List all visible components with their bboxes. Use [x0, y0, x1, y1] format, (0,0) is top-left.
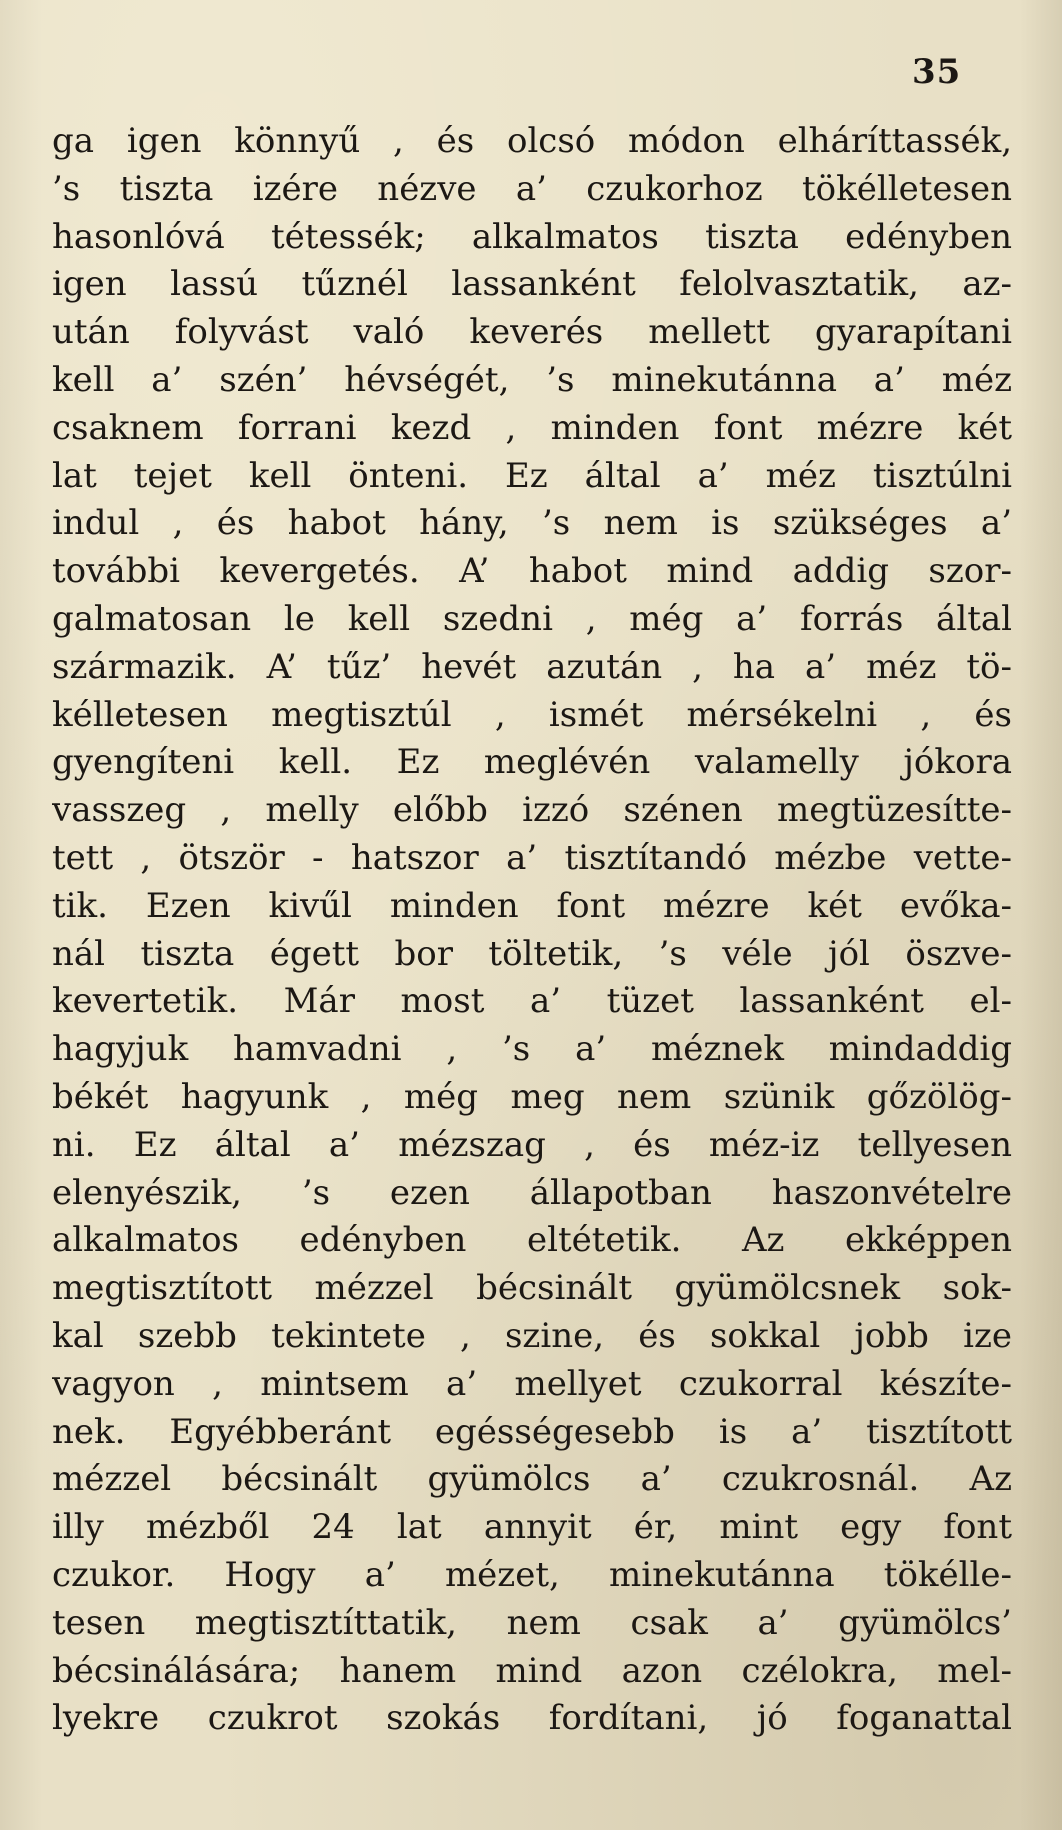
text-line: lyekre czukrot szokás fordítani, jó foganattal — [52, 1698, 1012, 1739]
text-line: kal szebb tekintete , szine, és sokkal jobb ize — [52, 1315, 1012, 1356]
text-line: ga igen könnyű , és olcsó módon elháríttassék, — [52, 121, 1012, 161]
text-line: hasonlóvá tétessék; alkalmatos tiszta edényben — [52, 216, 1012, 257]
text-line: gyengíteni kell. Ez meglévén valamelly jókora — [52, 742, 1012, 783]
text-line: megtisztított mézzel bécsinált gyümölcsnek sok- — [52, 1268, 1012, 1309]
text-line: ni. Ez által a’ mézszag , és méz-iz tellyesen — [52, 1124, 1012, 1165]
text-line: alkalmatos edényben eltétetik. Az ekképpen — [52, 1220, 1012, 1261]
text-line: kevertetik. Már most a’ tüzet lassanként el- — [52, 981, 1012, 1022]
text-line: czukor. Hogy a’ mézet, minekutánna tökélle- — [52, 1554, 1012, 1595]
text-line: kell a’ szén’ hévségét, ’s minekutánna a’ méz — [52, 359, 1012, 400]
page-number: 35 — [912, 52, 962, 92]
text-line: ’s tiszta izére nézve a’ czukorhoz tökélletesen — [52, 168, 1012, 209]
text-line: mézzel bécsinált gyümölcs a’ czukrosnál. Az — [52, 1459, 1012, 1500]
body-text — [52, 118, 1012, 1743]
text-line: után folyvást való keverés mellett gyarapítani — [52, 312, 1012, 353]
text-line: lat tejet kell önteni. Ez által a’ méz tisztúlni — [52, 455, 1012, 496]
text-line: tik. Ezen kivűl minden font mézre két evőka- — [52, 885, 1012, 926]
text-line: bécsinálására; hanem mind azon czélokra, mel- — [52, 1650, 1012, 1691]
text-line: tesen megtisztíttatik, nem csak a’ gyümölcs’ — [52, 1602, 1012, 1643]
text-line: további kevergetés. A’ habot mind addig szor- — [52, 551, 1012, 592]
text-line: nek. Egyébberánt egésségesebb is a’ tisztított — [52, 1411, 1012, 1452]
text-line: békét hagyunk , még meg nem szünik gőzölög- — [52, 1076, 1012, 1117]
text-line: vasszeg , melly előbb izzó szénen megtüzesítte- — [52, 790, 1012, 831]
text-line: csaknem forrani kezd , minden font mézre két — [52, 407, 1012, 448]
text-line: indul , és habot hány, ’s nem is szükséges a’ — [52, 503, 1012, 544]
text-line: származik. A’ tűz’ hevét azután , ha a’ méz tö- — [52, 646, 1012, 687]
text-line: tett , ötször - hatszor a’ tisztítandó mézbe vette- — [52, 837, 1012, 878]
text-line: hagyjuk hamvadni , ’s a’ méznek mindaddig — [52, 1029, 1012, 1070]
text-line: igen lassú tűznél lassanként felolvasztatik, az- — [52, 264, 1012, 305]
text-line: elenyészik, ’s ezen állapotban haszonvételre — [52, 1172, 1012, 1213]
text-line: nál tiszta égett bor töltetik, ’s véle jól öszve- — [52, 933, 1012, 974]
text-line: illy mézből 24 lat annyit ér, mint egy font — [52, 1507, 1012, 1548]
text-line: vagyon , mintsem a’ mellyet czukorral készíte- — [52, 1363, 1012, 1404]
text-line: kélletesen megtisztúl , ismét mérsékelni , és — [52, 694, 1012, 735]
text-line: galmatosan le kell szedni , még a’ forrás által — [52, 598, 1012, 639]
